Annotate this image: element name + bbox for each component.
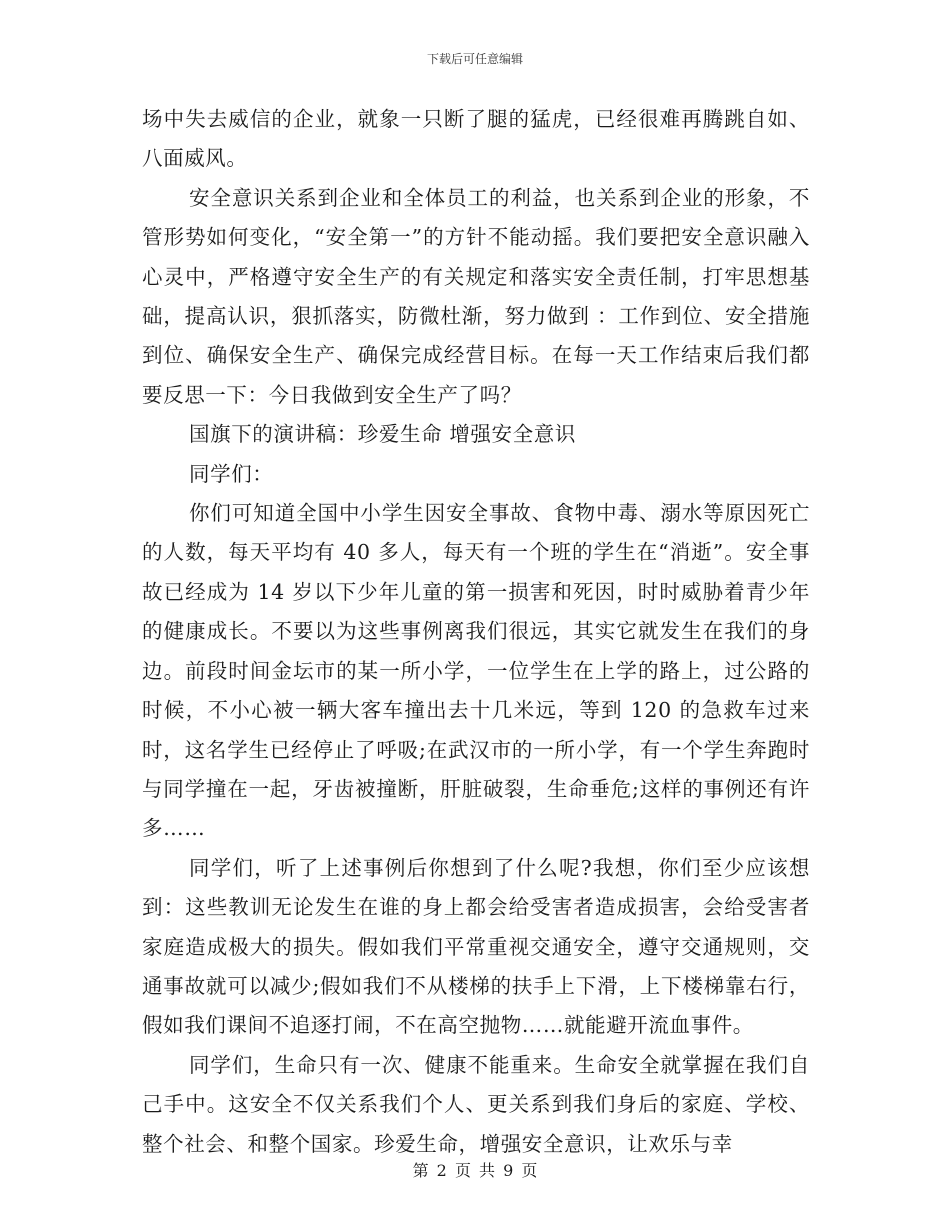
paragraph: 安全意识关系到企业和全体员工的利益，也关系到企业的形象，不管形势如何变化，“安全第一”的方针不能动摇。我们要把安全意识融入心灵中，严格遵守安全生产的有关规定和落实安全责任制，打牢思想基础，提高认识，狠抓落实，防微杜渐，努力做到 ：工作到位、安全措施到位、确保安全生产、确保完成经营目标。在每一天工作结束后我们都要反思一下：今日我做到安全生产了吗？	[142, 185, 810, 407]
page-footer: 第 2 页 共 9 页	[412, 1161, 538, 1180]
salutation: 同学们：	[189, 461, 274, 486]
paragraph: 同学们，生命只有一次、健康不能重来。生命安全就掌握在我们自己手中。这安全不仅关系我们个人、更关系到我们身后的家庭、学校、整个社会、和整个国家。珍爱生命，增强安全意识，让欢乐与幸	[142, 1052, 810, 1156]
page-header: 下载后可任意编辑	[426, 52, 523, 66]
paragraph: 你们可知道全国中小学生因安全事故、食物中毒、溺水等原因死亡的人数，每天平均有 40 多人，每天有一个班的学生在“消逝”。安全事故已经成为 14 岁以下少年儿童的第一损害和死因，时时威胁着青少年的健康成长。不要以为这些事例离我们很远，其实它就发生在我们的身边。前段时间金坛市的某一所小学，一位学生在上学的路上，过公路的时候，不小心被一辆大客车撞出去十几米远，等到 120 的急救车过来时，这名学生已经停止了呼吸;在武汉市的一所小学，有一个学生奔跑时与同学撞在一起，牙齿被撞断，肝脏破裂，生命垂危;这样的事例还有许多……	[142, 501, 810, 841]
section-title: 国旗下的演讲稿：珍爱生命 增强安全意识	[189, 422, 576, 447]
document-body	[142, 100, 810, 1164]
paragraph: 场中失去威信的企业，就象一只断了腿的猛虎，已经很难再腾跳自如、八面威风。	[142, 107, 810, 171]
paragraph: 同学们，听了上述事例后你想到了什么呢?我想，你们至少应该想到：这些教训无论发生在谁的身上都会给受害者造成损害，会给受害者家庭造成极大的损失。假如我们平常重视交通安全，遵守交通规则，交通事故就可以减少;假如我们不从楼梯的扶手上下滑，上下楼梯靠右行，假如我们课间不追逐打闹，不在高空抛物……就能避开流血事件。	[142, 855, 810, 1038]
